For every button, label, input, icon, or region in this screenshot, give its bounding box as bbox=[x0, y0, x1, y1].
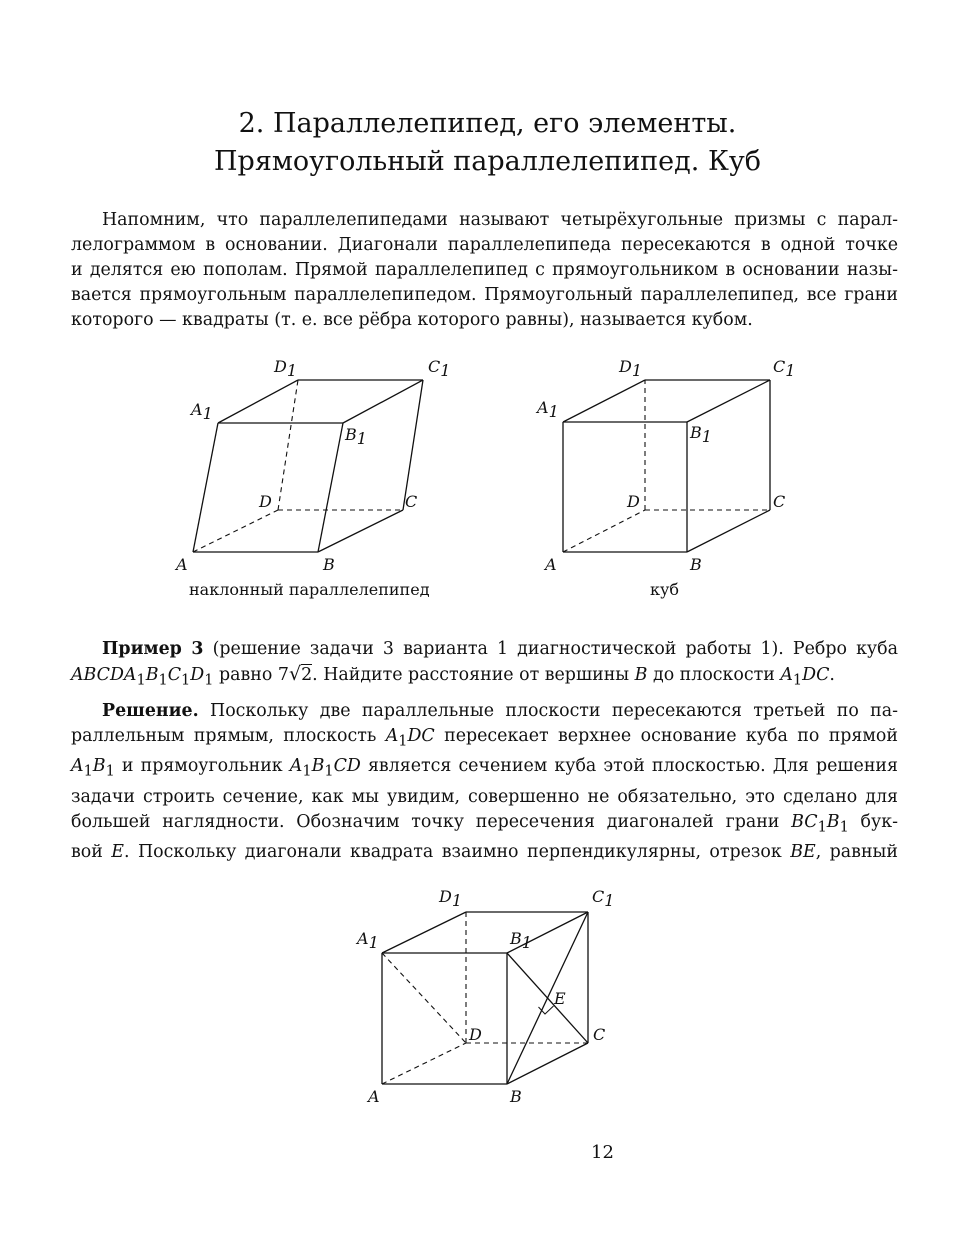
label-D1: D1 bbox=[619, 357, 643, 380]
label-D1: D1 bbox=[439, 887, 463, 910]
label-D1: D1 bbox=[274, 357, 298, 380]
example-line-2: $ABCDA_1B_1C_1D_1$ равно 7√2. Найдите расстояние от вершины B до плоскости $A_1DC$. bbox=[71, 663, 835, 689]
solution-line: $A_1B_1$ и прямоугольник $A_1B_1CD$ является сечением куба этой плоскостью. Для решения bbox=[71, 756, 898, 780]
solution-paragraph bbox=[71, 699, 898, 865]
label-D: D bbox=[627, 492, 640, 511]
solution-line: вой E. Поскольку диагонали квадрата взаимно перпендикулярны, отрезок BE, равный bbox=[71, 842, 898, 863]
solution-title: Решение. bbox=[102, 701, 199, 721]
section-title-line1: 2. Параллелепипед, его элементы. bbox=[238, 108, 737, 139]
label-B: B bbox=[510, 1087, 522, 1106]
label-C: C bbox=[405, 492, 418, 511]
label-C1: C1 bbox=[428, 357, 451, 380]
example-title: Пример 3 bbox=[102, 639, 204, 659]
label-D: D bbox=[469, 1025, 482, 1044]
label-A1: A1 bbox=[357, 929, 379, 952]
label-C: C bbox=[593, 1025, 606, 1044]
label-C1: C1 bbox=[773, 357, 796, 380]
solution-line: большей наглядности. Обозначим точку пересечения диагоналей грани $BC_1B_1$ бук- bbox=[71, 811, 898, 836]
label-A1: A1 bbox=[537, 398, 559, 421]
oblique-parallelepiped-figure bbox=[160, 350, 470, 585]
intro-line: лелограммом в основании. Диагонали параллелепипеда пересекаются в одной точке bbox=[71, 235, 898, 255]
page-number: 12 bbox=[591, 1142, 614, 1163]
intro-line: вается прямоугольным параллелепипедом. Прямоугольный параллелепипед, все грани bbox=[71, 285, 898, 305]
section-title-line2: Прямоугольный параллелепипед. Куб bbox=[213, 146, 761, 177]
label-E: E bbox=[554, 989, 566, 1008]
intro-line: которого — квадраты (т. е. все рёбра которого равны), называется кубом. bbox=[71, 310, 753, 330]
label-B1: B1 bbox=[345, 425, 367, 448]
label-A: A bbox=[545, 555, 557, 574]
example-line-1: Пример 3 (решение задачи 3 варианта 1 диагностической работы 1). Ребро куба bbox=[102, 639, 899, 659]
solution-line: задачи строить сечение, как мы увидим, совершенно не обязательно, это сделано для bbox=[71, 786, 898, 807]
solution-line: раллельным прямым, плоскость $A_1DC$ пересекает верхнее основание куба по прямой bbox=[71, 726, 898, 750]
intro-line: Напомним, что параллелепипедами называют четырёхугольные призмы с парал- bbox=[102, 210, 898, 230]
cube-figure bbox=[530, 350, 810, 585]
label-B1: B1 bbox=[690, 423, 712, 446]
sqrt-radicand: 2 bbox=[301, 665, 313, 685]
label-A1: A1 bbox=[191, 400, 213, 423]
cube-caption: куб bbox=[650, 580, 680, 599]
label-C1: C1 bbox=[592, 887, 615, 910]
label-B1: B1 bbox=[510, 929, 532, 952]
intro-paragraph bbox=[71, 208, 898, 333]
intro-line: и делятся ею пополам. Прямой параллелепипед с прямоугольником в основании назы- bbox=[71, 260, 898, 280]
solution-cube-figure bbox=[350, 880, 630, 1115]
solution-line: Решение. Поскольку две параллельные плоскости пересекаются третьей по па- bbox=[102, 701, 898, 721]
label-B: B bbox=[323, 555, 335, 574]
example-paragraph bbox=[71, 637, 898, 693]
label-B: B bbox=[690, 555, 702, 574]
oblique-caption: наклонный параллелепипед bbox=[189, 580, 430, 599]
label-A: A bbox=[368, 1087, 380, 1106]
label-C: C bbox=[773, 492, 786, 511]
label-D: D bbox=[259, 492, 272, 511]
label-A: A bbox=[176, 555, 188, 574]
